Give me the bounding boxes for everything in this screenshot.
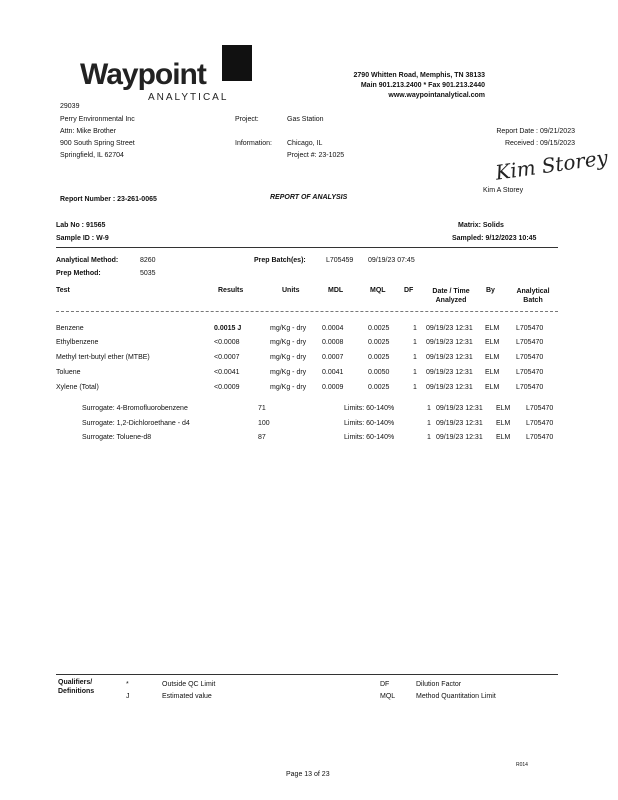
qualifiers-label: Qualifiers/ bbox=[58, 679, 93, 686]
row-mdl: 0.0004 bbox=[322, 325, 344, 332]
lab-phone-line: Main 901.213.2400 * Fax 901.213.2440 bbox=[360, 82, 485, 89]
col-header-datetime: Date / Time Analyzed bbox=[432, 288, 470, 304]
row-test: Ethylbenzene bbox=[56, 339, 99, 346]
surrogate-by: ELM bbox=[496, 405, 511, 412]
row-datetime: 09/19/23 12:31 bbox=[426, 325, 473, 332]
prep-method-label: Prep Method: bbox=[56, 270, 101, 277]
document-code: R014 bbox=[516, 762, 528, 768]
surrogate-batch: L705470 bbox=[526, 420, 554, 427]
surrogate-limits: Limits: 60-140% bbox=[344, 434, 395, 441]
row-datetime: 09/19/23 12:31 bbox=[426, 339, 473, 346]
row-units: mg/Kg - dry bbox=[270, 369, 307, 376]
row-result: <0.0009 bbox=[214, 384, 240, 391]
qualifier-text: Outside QC Limit bbox=[162, 681, 216, 688]
row-df: 1 bbox=[413, 339, 417, 346]
col-header-mdl: MDL bbox=[328, 287, 344, 294]
definition-symbol: MQL bbox=[380, 693, 396, 700]
client-city: Springfield, IL 62704 bbox=[60, 152, 124, 159]
surrogate-batch: L705470 bbox=[526, 405, 554, 412]
surrogate-value: 100 bbox=[258, 420, 270, 427]
surrogate-value: 87 bbox=[258, 434, 266, 441]
information-value: Chicago, IL bbox=[287, 140, 323, 147]
analytical-method-value: 8260 bbox=[140, 257, 156, 264]
sample-id: Sample ID : W-9 bbox=[56, 235, 109, 242]
row-mdl: 0.0007 bbox=[322, 354, 344, 361]
row-batch: L705470 bbox=[516, 339, 544, 346]
client-street: 900 South Spring Street bbox=[60, 140, 135, 147]
row-mql: 0.0025 bbox=[368, 384, 390, 391]
row-units: mg/Kg - dry bbox=[270, 325, 307, 332]
surrogate-batch: L705470 bbox=[526, 434, 554, 441]
surrogate-df: 1 bbox=[427, 405, 431, 412]
row-units: mg/Kg - dry bbox=[270, 384, 307, 391]
information-label: Information: bbox=[235, 140, 272, 147]
col-header-df: DF bbox=[404, 287, 414, 294]
row-df: 1 bbox=[413, 369, 417, 376]
surrogate-datetime: 09/19/23 12:31 bbox=[436, 420, 483, 427]
col-header-mql: MQL bbox=[370, 287, 386, 294]
client-name: Perry Environmental Inc bbox=[60, 116, 135, 123]
received-date: Received : 09/15/2023 bbox=[504, 140, 575, 147]
row-by: ELM bbox=[485, 339, 500, 346]
row-df: 1 bbox=[413, 325, 417, 332]
surrogate-limits: Limits: 60-140% bbox=[344, 420, 395, 427]
definition-symbol: DF bbox=[380, 681, 390, 688]
signatory-name: Kim A Storey bbox=[483, 187, 524, 194]
row-result: <0.0007 bbox=[214, 354, 240, 361]
lab-website: www.waypointanalytical.com bbox=[388, 92, 485, 99]
surrogate-datetime: 09/19/23 12:31 bbox=[436, 405, 483, 412]
row-mdl: 0.0041 bbox=[322, 369, 344, 376]
surrogate-datetime: 09/19/23 12:31 bbox=[436, 434, 483, 441]
row-by: ELM bbox=[485, 325, 500, 332]
row-test: Xylene (Total) bbox=[56, 384, 99, 391]
lab-number: Lab No : 91565 bbox=[56, 222, 106, 229]
matrix: Matrix: Solids bbox=[458, 222, 504, 229]
definitions-label: Definitions bbox=[58, 688, 95, 695]
surrogate-df: 1 bbox=[427, 420, 431, 427]
row-result: <0.0041 bbox=[214, 369, 240, 376]
row-mql: 0.0050 bbox=[368, 369, 390, 376]
client-code: 29039 bbox=[60, 103, 80, 110]
row-datetime: 09/19/23 12:31 bbox=[426, 384, 473, 391]
row-test: Benzene bbox=[56, 325, 84, 332]
surrogate-by: ELM bbox=[496, 420, 511, 427]
row-datetime: 09/19/23 12:31 bbox=[426, 354, 473, 361]
col-header-by: By bbox=[486, 287, 495, 294]
col-header-results: Results bbox=[218, 287, 244, 294]
col-header-test: Test bbox=[56, 287, 70, 294]
signature-image: Kim Storey bbox=[493, 145, 610, 185]
qualifier-text: Estimated value bbox=[162, 693, 212, 700]
qualifier-symbol: * bbox=[126, 681, 129, 688]
row-batch: L705470 bbox=[516, 325, 544, 332]
section-divider bbox=[56, 247, 558, 248]
row-units: mg/Kg - dry bbox=[270, 339, 307, 346]
row-mql: 0.0025 bbox=[368, 325, 390, 332]
prep-batch-date: 09/19/23 07:45 bbox=[368, 257, 415, 264]
definition-text: Method Quantitation Limit bbox=[416, 693, 496, 700]
row-batch: L705470 bbox=[516, 384, 544, 391]
report-title: REPORT OF ANALYSIS bbox=[270, 194, 348, 201]
footer-divider bbox=[56, 674, 558, 675]
col-header-units: Units bbox=[282, 287, 300, 294]
project-value: Gas Station bbox=[287, 116, 324, 123]
row-mql: 0.0025 bbox=[368, 354, 390, 361]
client-attn: Attn: Mike Brother bbox=[60, 128, 117, 135]
row-mdl: 0.0009 bbox=[322, 384, 344, 391]
company-logo-subtitle: ANALYTICAL bbox=[148, 92, 229, 103]
row-units: mg/Kg - dry bbox=[270, 354, 307, 361]
prep-batch-value: L705459 bbox=[326, 257, 354, 264]
row-result: 0.0015 J bbox=[214, 325, 242, 332]
prep-method-value: 5035 bbox=[140, 270, 156, 277]
project-number: Project #: 23-1025 bbox=[287, 152, 345, 159]
sampled-date: Sampled: 9/12/2023 10:45 bbox=[452, 235, 537, 242]
row-df: 1 bbox=[413, 354, 417, 361]
row-by: ELM bbox=[485, 369, 500, 376]
row-by: ELM bbox=[485, 354, 500, 361]
page-number: Page 13 of 23 bbox=[286, 771, 330, 778]
lab-address-line1: 2790 Whitten Road, Memphis, TN 38133 bbox=[353, 72, 485, 79]
surrogate-name: Surrogate: 1,2-Dichloroethane - d4 bbox=[82, 420, 190, 427]
surrogate-limits: Limits: 60-140% bbox=[344, 405, 395, 412]
surrogate-name: Surrogate: 4-Bromofluorobenzene bbox=[82, 405, 188, 412]
logo-square-icon bbox=[222, 45, 252, 81]
surrogate-value: 71 bbox=[258, 405, 266, 412]
row-batch: L705470 bbox=[516, 369, 544, 376]
report-date: Report Date : 09/21/2023 bbox=[496, 128, 575, 135]
row-mdl: 0.0008 bbox=[322, 339, 344, 346]
definition-text: Dilution Factor bbox=[416, 681, 462, 688]
row-df: 1 bbox=[413, 384, 417, 391]
qualifier-symbol: J bbox=[126, 693, 130, 700]
row-batch: L705470 bbox=[516, 354, 544, 361]
surrogate-name: Surrogate: Toluene-d8 bbox=[82, 434, 152, 441]
row-test: Toluene bbox=[56, 369, 81, 376]
row-result: <0.0008 bbox=[214, 339, 240, 346]
row-by: ELM bbox=[485, 384, 500, 391]
row-test: Methyl tert-butyl ether (MTBE) bbox=[56, 354, 150, 361]
report-number: Report Number : 23-261-0065 bbox=[60, 196, 157, 203]
prep-batch-label: Prep Batch(es): bbox=[254, 257, 306, 264]
analytical-method-label: Analytical Method: bbox=[56, 257, 119, 264]
project-label: Project: bbox=[235, 116, 259, 123]
col-header-batch: Analytical Batch bbox=[516, 288, 550, 304]
surrogate-by: ELM bbox=[496, 434, 511, 441]
row-datetime: 09/19/23 12:31 bbox=[426, 369, 473, 376]
header-divider bbox=[56, 311, 558, 312]
surrogate-df: 1 bbox=[427, 434, 431, 441]
row-mql: 0.0025 bbox=[368, 339, 390, 346]
company-logo-wordmark: Waypoint bbox=[80, 58, 206, 91]
